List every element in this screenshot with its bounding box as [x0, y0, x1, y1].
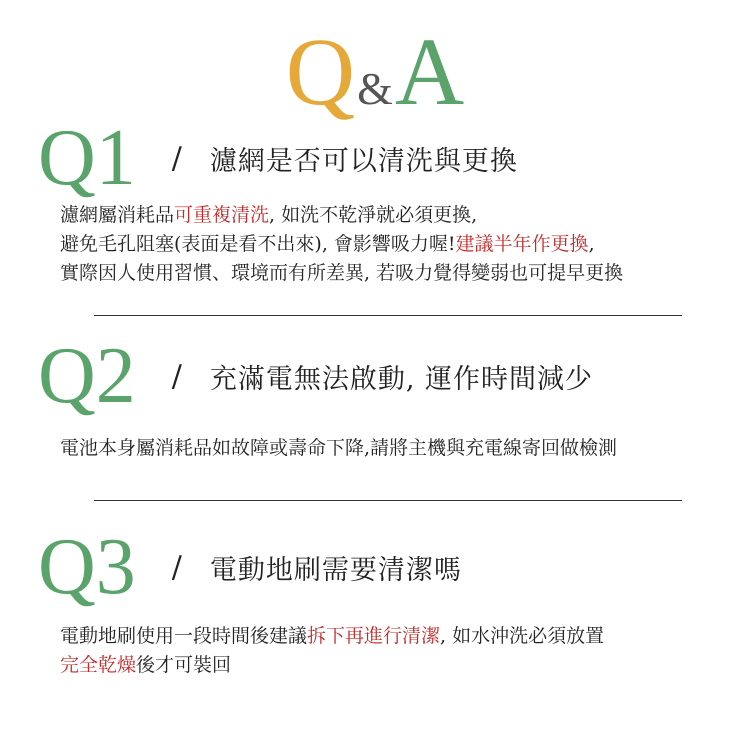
q2-number: Q2	[38, 332, 136, 420]
q3-answer-line-1	[60, 622, 604, 651]
q3-text: , 如水沖洗必須放置	[440, 625, 605, 647]
q2-answer	[60, 434, 617, 463]
q3-question: 電動地刷需要清潔嗎	[209, 554, 462, 586]
q1-answer	[60, 201, 623, 288]
q1-text: ,	[588, 233, 595, 255]
q3-highlight: 完全乾燥	[60, 654, 137, 676]
title-q: Q	[285, 18, 356, 125]
q1-header	[38, 114, 518, 202]
q1-answer-line-1	[60, 201, 623, 230]
q2-text: 電池本身屬消耗品如故障或壽命下降,請將主機與充電線寄回做檢測	[60, 437, 618, 459]
q2-answer-line-1	[60, 434, 617, 463]
q1-slash: /	[171, 140, 182, 176]
q2-question: 充滿電無法啟動, 運作時間減少	[209, 363, 594, 395]
q1-question: 濾網是否可以清洗與更換	[209, 145, 518, 177]
q1-highlight: 可重複清洗	[174, 204, 270, 226]
q1-number: Q1	[38, 114, 136, 202]
q3-answer-line-2	[60, 651, 604, 680]
q1-text: , 如洗不乾淨就必須更換,	[269, 204, 478, 226]
q3-text: 後才可裝回	[136, 654, 232, 676]
qa-title	[0, 18, 750, 125]
divider-1	[94, 315, 682, 316]
q3-highlight: 拆下再進行清潔	[307, 625, 441, 647]
q3-answer	[60, 622, 604, 680]
title-amp: &	[357, 63, 393, 114]
q1-answer-line-3	[60, 259, 623, 288]
q1-highlight: 建議半年作更換	[455, 233, 589, 255]
q1-answer-line-2	[60, 230, 623, 259]
divider-2	[94, 500, 682, 501]
q1-text: 避免毛孔阻塞(表面是看不出來), 會影響吸力喔!	[60, 233, 456, 255]
q1-text: 濾網屬消耗品	[60, 204, 175, 226]
q3-slash: /	[171, 549, 182, 585]
q3-text: 電動地刷使用一段時間後建議	[60, 625, 308, 647]
q2-header	[38, 332, 594, 420]
q3-number: Q3	[38, 523, 136, 611]
q2-slash: /	[171, 358, 182, 394]
q3-header	[38, 523, 462, 611]
q1-text: 實際因人使用習慣、環境而有所差異, 若吸力覺得變弱也可提早更換	[60, 262, 624, 284]
title-a: A	[394, 18, 465, 125]
